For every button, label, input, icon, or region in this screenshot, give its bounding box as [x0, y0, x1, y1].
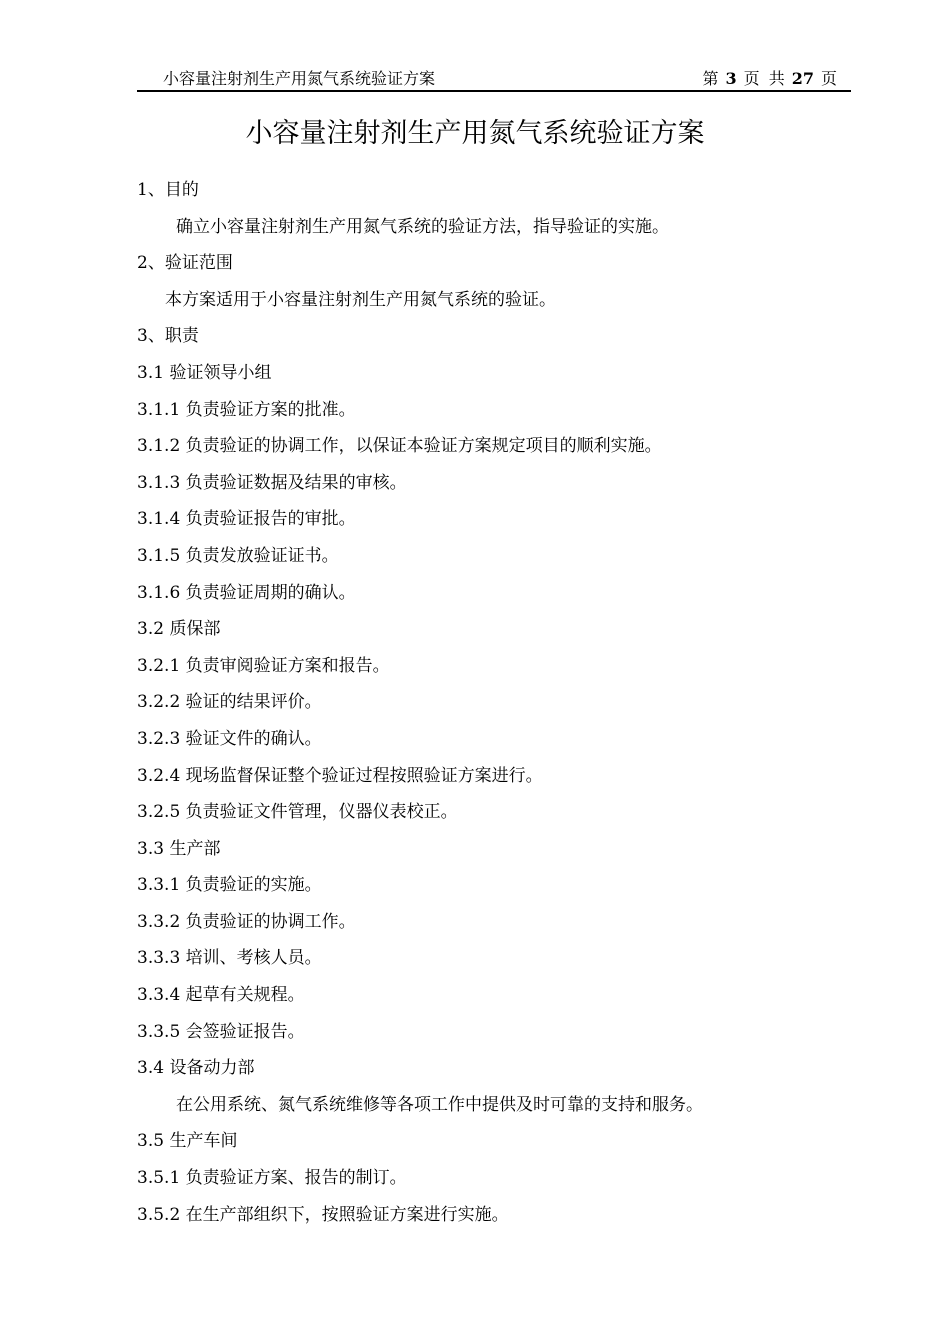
- paragraph-scope: 本方案适用于小容量注射剂生产用氮气系统的验证。: [165, 289, 556, 310]
- list-item: 3.2.4 现场监督保证整个验证过程按照验证方案进行。: [137, 765, 543, 786]
- list-item: 3.2.2 验证的结果评价。: [137, 692, 322, 713]
- list-item: 3.1.3 负责验证数据及结果的审核。: [137, 472, 407, 493]
- paragraph-equipment: 在公用系统、氮气系统维修等各项工作中提供及时可靠的支持和服务。: [176, 1094, 703, 1115]
- list-item: 3.3.5 会签验证报告。: [137, 1021, 305, 1042]
- section-heading-duties: 3、职责: [137, 326, 199, 347]
- subsection-heading: 3.4 设备动力部: [137, 1058, 255, 1079]
- list-item: 3.3.1 负责验证的实施。: [137, 875, 322, 896]
- header-title: 小容量注射剂生产用氮气系统验证方案: [163, 69, 436, 88]
- document-body: [137, 172, 851, 1233]
- list-item: 3.1.6 负责验证周期的确认。: [137, 582, 356, 603]
- page-mid2: 共: [768, 69, 785, 88]
- list-item: 3.1.4 负责验证报告的审批。: [137, 509, 356, 530]
- section-heading-scope: 2、验证范围: [137, 253, 233, 274]
- section-heading-purpose: 1、目的: [137, 180, 199, 200]
- list-item: 3.3.3 培训、考核人员。: [137, 948, 322, 969]
- list-item: 3.2.1 负责审阅验证方案和报告。: [137, 655, 390, 676]
- list-item: 3.3.4 起草有关规程。: [137, 985, 305, 1006]
- page-total: 27: [791, 69, 814, 88]
- page-header: [137, 68, 851, 92]
- list-item: 3.1.5 负责发放验证证书。: [137, 545, 339, 566]
- subsection-heading: 3.3 生产部: [137, 838, 221, 859]
- list-item: 3.2.5 负责验证文件管理，仪器仪表校正。: [137, 802, 458, 823]
- list-item: 3.2.3 验证文件的确认。: [137, 728, 322, 749]
- paragraph-purpose: 确立小容量注射剂生产用氮气系统的验证方法，指导验证的实施。: [176, 216, 669, 237]
- list-item: 3.1.2 负责验证的协调工作，以保证本验证方案规定项目的顺利实施。: [137, 436, 662, 457]
- page-indicator: [700, 68, 839, 90]
- list-item: 3.5.1 负责验证方案、报告的制订。: [137, 1168, 407, 1189]
- document-title: 小容量注射剂生产用氮气系统验证方案: [245, 118, 705, 149]
- list-item: 3.5.2 在生产部组织下，按照验证方案进行实施。: [137, 1204, 509, 1225]
- list-item: 3.3.2 负责验证的协调工作。: [137, 911, 356, 932]
- subsection-heading: 3.1 验证领导小组: [137, 362, 272, 383]
- page-suffix: 页: [820, 69, 837, 88]
- subsection-heading: 3.5 生产车间: [137, 1131, 238, 1152]
- page-prefix: 第: [702, 69, 719, 88]
- subsection-heading: 3.2 质保部: [137, 619, 221, 640]
- page-current: 3: [725, 69, 737, 88]
- page-mid1: 页: [743, 69, 760, 88]
- list-item: 3.1.1 负责验证方案的批准。: [137, 399, 356, 420]
